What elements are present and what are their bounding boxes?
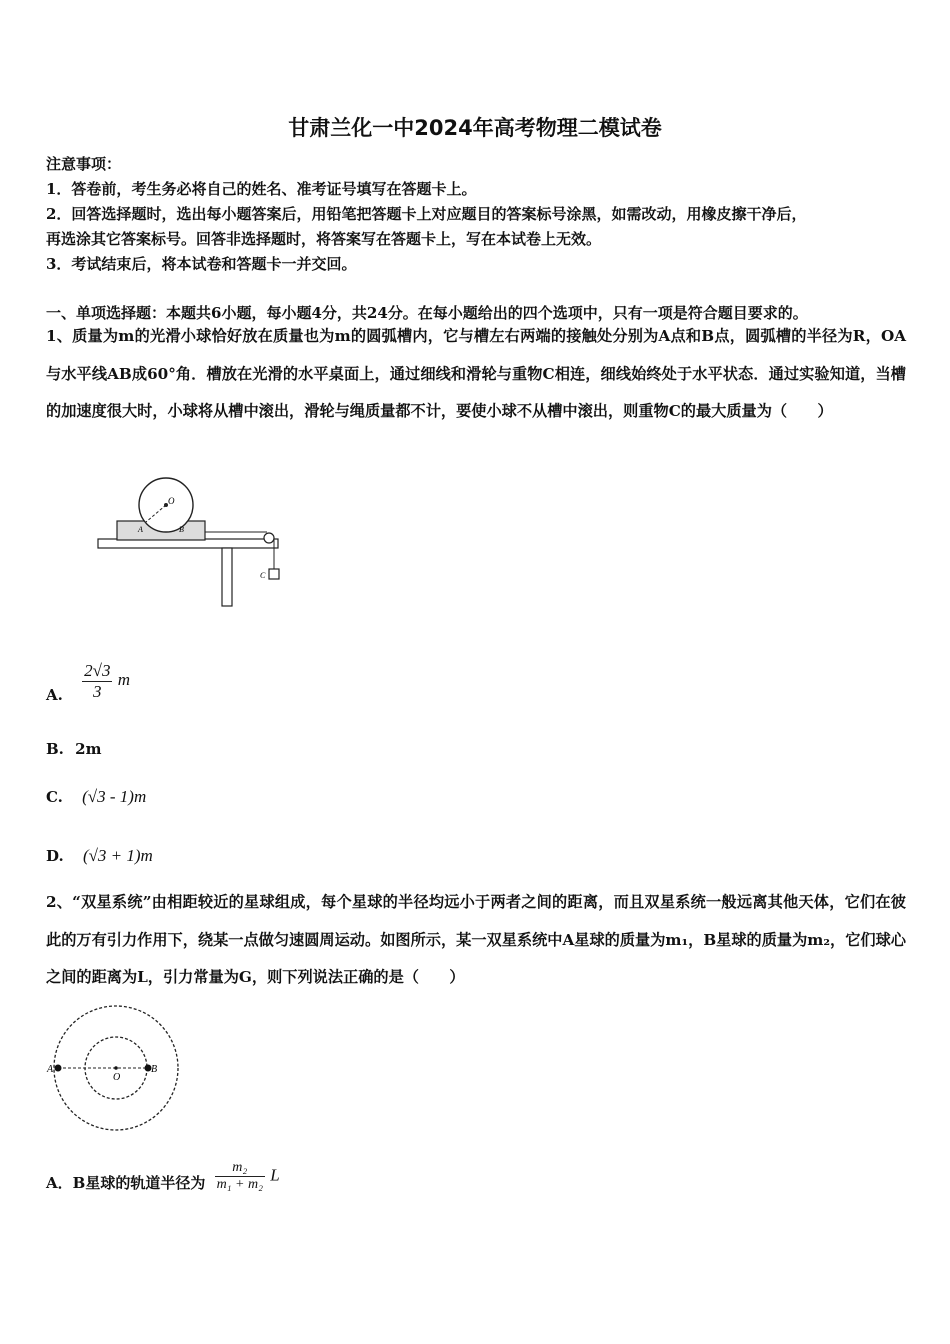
question-1-text: 1、质量为m的光滑小球恰好放在质量也为m的圆弧槽内，它与槽左右两端的接触处分别为A点和B点，圆弧槽的半径为R，OA与水平线AB成60°角．槽放在光滑的水平桌面上，通过细线和滑轮与重物C相连，细线始终处于水平状态．通过实验知道，当槽的加速度很大时，小球将从槽中滚出，滑轮与绳质量都不计，要使小球不从槽中滚出，则重物C的最大质量为（ ） bbox=[46, 327, 906, 420]
q2-option-a-text: B星球的轨道半径为 bbox=[72, 1174, 206, 1192]
q1-option-a-unit: m bbox=[117, 670, 130, 689]
figure-label-a: A bbox=[47, 1064, 54, 1075]
notice-item-2-cont: 再选涂其它答案标号。回答非选择题时，将答案写在答题卡上，写在本试卷上无效。 bbox=[46, 230, 602, 248]
q2-option-a[interactable] bbox=[46, 1160, 280, 1193]
q1-option-a[interactable] bbox=[46, 658, 130, 704]
q2-option-a-numerator: m₂ bbox=[215, 1160, 265, 1177]
q1-option-b-text: 2m bbox=[75, 740, 102, 758]
section-heading: 一、单项选择题：本题共6小题，每小题4分，共24分。在每小题给出的四个选项中，只有一项是符合题目要求的。 bbox=[46, 304, 808, 322]
groove-pulley-figure bbox=[95, 476, 290, 608]
q1-option-d[interactable] bbox=[46, 839, 153, 866]
notice-item-2: 2．回答选择题时，选出每小题答案后，用铅笔把答题卡上对应题目的答案标号涂黑，如需改动，用橡皮擦干净后， bbox=[46, 205, 807, 223]
q1-option-b-letter: B. bbox=[46, 740, 64, 758]
figure-label-c: C bbox=[260, 571, 266, 580]
figure-label-b: B bbox=[151, 1064, 158, 1075]
figure-label-o: O bbox=[168, 496, 175, 506]
q1-option-d-text: (√3 + 1)m bbox=[82, 846, 153, 865]
q2-option-a-denominator: m₁ + m₂ bbox=[216, 1177, 263, 1192]
q2-option-a-unit: L bbox=[270, 1165, 280, 1185]
q1-option-c-text: (√3 - 1)m bbox=[82, 787, 147, 806]
q1-option-c[interactable] bbox=[46, 780, 146, 807]
q2-option-a-letter: A． bbox=[46, 1174, 73, 1192]
figure-label-b: B bbox=[179, 525, 184, 534]
page-title: 甘肃兰化一中2024年高考物理二模试卷 bbox=[288, 116, 662, 140]
binary-star-figure bbox=[44, 1000, 189, 1138]
figure-label-a: A bbox=[138, 525, 143, 534]
figure-label-o: O bbox=[113, 1072, 121, 1083]
notice-item-3: 3．考试结束后，将本试卷和答题卡一并交回。 bbox=[46, 255, 357, 273]
q1-option-a-numerator: 2√3 bbox=[84, 660, 111, 680]
q1-option-d-letter: D. bbox=[46, 847, 64, 865]
notice-heading: 注意事项： bbox=[46, 155, 122, 173]
q1-option-c-letter: C. bbox=[46, 788, 63, 806]
question-2-text: 2、“双星系统”由相距较近的星球组成，每个星球的半径均远小于两者之间的距离，而且双星系统一般远离其他天体，它们在彼此的万有引力作用下，绕某一点做匀速圆周运动。如图所示，某一双星系统中A星球的质量为m₁，B星球的质量为m₂，它们球心之间的距离为L，引力常量为G，则下列说法正确的是（ ） bbox=[46, 893, 906, 986]
q1-option-a-letter: A. bbox=[46, 686, 63, 704]
q1-option-b[interactable] bbox=[46, 740, 101, 758]
q1-option-a-denominator: 3 bbox=[93, 681, 102, 701]
notice-item-1: 1．答卷前，考生务必将自己的姓名、准考证号填写在答题卡上。 bbox=[46, 180, 477, 198]
